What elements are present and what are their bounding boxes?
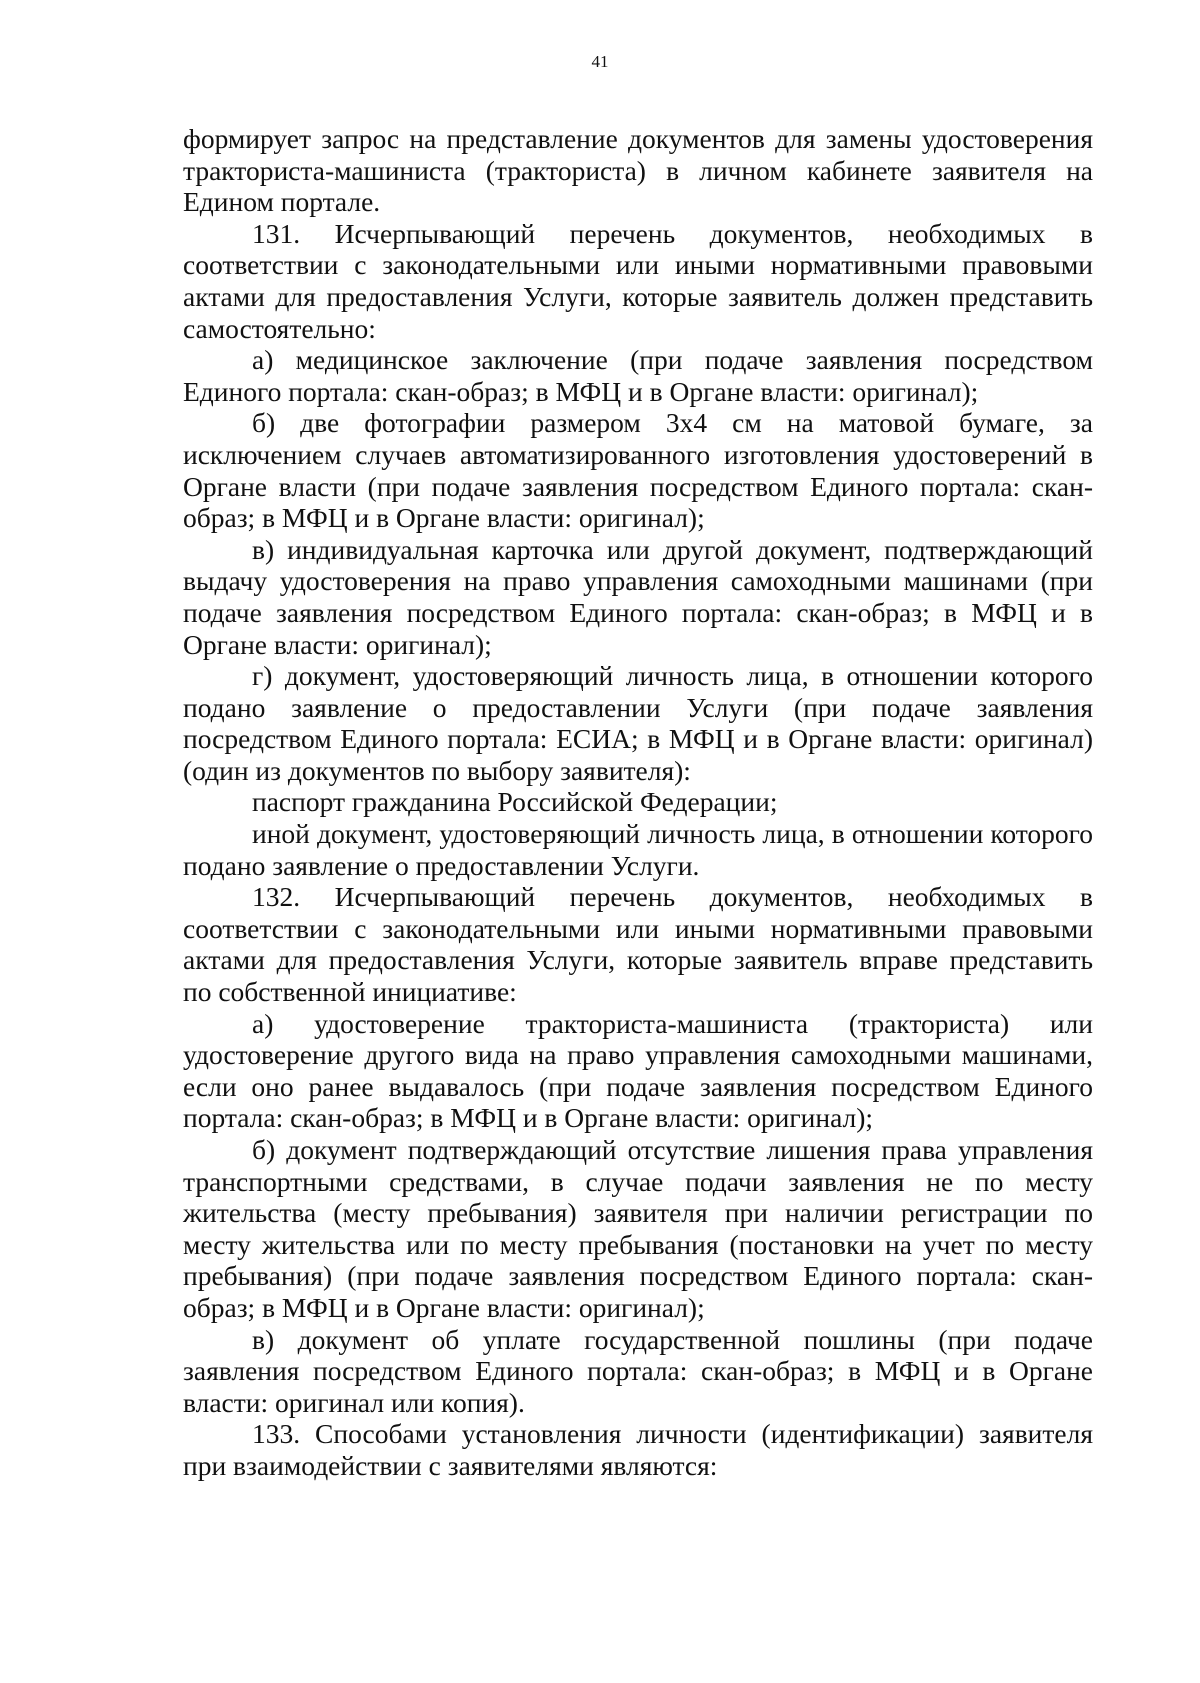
paragraph-133: 133. Способами установления личности (идентификации) заявителя при взаимодействии с заявителями являются: bbox=[183, 1418, 1093, 1481]
paragraph-132-b: б) документ подтверждающий отсутствие лишения права управления транспортными средствами, в случае подачи заявления не по месту жительства (месту пребывания) заявителя при наличии регистрации по месту жительства или по месту пребывания (постановки на учет по месту пребывания) (при подаче заявления посредством Единого портала: скан-образ; в МФЦ и в Органе власти: оригинал); bbox=[183, 1134, 1093, 1323]
paragraph-131-a: а) медицинское заключение (при подаче заявления посредством Единого портала: скан-образ; в МФЦ и в Органе власти: оригинал); bbox=[183, 344, 1093, 407]
page-number: 41 bbox=[591, 52, 609, 71]
paragraph-131-v: в) индивидуальная карточка или другой документ, подтверждающий выдачу удостоверения на право управления самоходными машинами (при подаче заявления посредством Единого портала: скан-образ; в МФЦ и в Органе власти: оригинал); bbox=[183, 533, 1093, 660]
document-body bbox=[183, 123, 1093, 1482]
paragraph-continuation: формирует запрос на представление документов для замены удостоверения тракториста-машиниста (тракториста) в личном кабинете заявителя на Едином портале. bbox=[183, 123, 1093, 218]
paragraph-132-v: в) документ об уплате государственной пошлины (при подаче заявления посредством Единого портала: скан-образ; в МФЦ и в Органе власти: оригинал или копия). bbox=[183, 1323, 1093, 1418]
paragraph-131-b: б) две фотографии размером 3х4 см на матовой бумаге, за исключением случаев автоматизированного изготовления удостоверений в Органе власти (при подаче заявления посредством Единого портала: скан-образ; в МФЦ и в Органе власти: оригинал); bbox=[183, 407, 1093, 534]
paragraph-131: 131. Исчерпывающий перечень документов, необходимых в соответствии с законодательными или иными нормативными правовыми актами для предоставления Услуги, которые заявитель должен представить самостоятельно: bbox=[183, 217, 1093, 344]
paragraph-other-id: иной документ, удостоверяющий личность лица, в отношении которого подано заявление о предоставлении Услуги. bbox=[183, 818, 1093, 881]
paragraph-passport: паспорт гражданина Российской Федерации; bbox=[252, 786, 778, 818]
paragraph-131-g: г) документ, удостоверяющий личность лица, в отношении которого подано заявление о предоставлении Услуги (при подаче заявления посредством Единого портала: ЕСИА; в МФЦ и в Органе власти: оригинал) (один из документов по выбору заявителя): bbox=[183, 660, 1093, 786]
paragraph-132: 132. Исчерпывающий перечень документов, необходимых в соответствии с законодательными или иными нормативными правовыми актами для предоставления Услуги, которые заявитель вправе представить по собственной инициативе: bbox=[183, 881, 1093, 1008]
paragraph-132-a: а) удостоверение тракториста-машиниста (тракториста) или удостоверение другого вида на право управления самоходными машинами, если оно ранее выдавалось (при подаче заявления посредством Единого портала: скан-образ; в МФЦ и в Органе власти: оригинал); bbox=[183, 1007, 1093, 1134]
